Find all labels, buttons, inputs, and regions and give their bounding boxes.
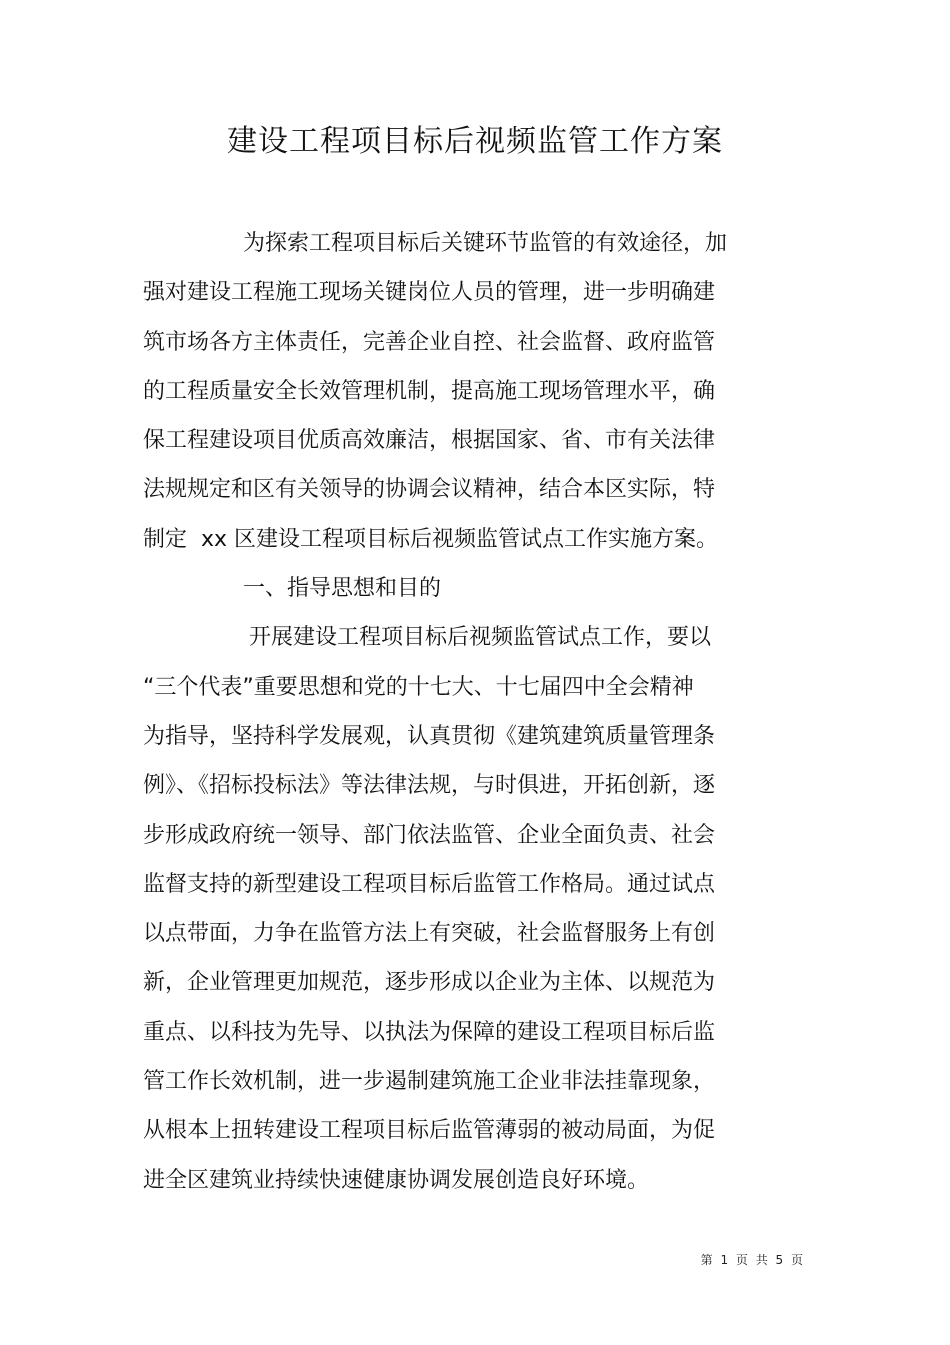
body-line: 强对建设工程施工现场关键岗位人员的管理，进一步明确建 [143,280,716,306]
body-line: 步形成政府统一领导、部门依法监管、企业全面负责、社会 [143,822,716,848]
body-line: 新，企业管理更加规范，逐步形成以企业为主体、以规范为 [143,970,716,996]
body-line: 管工作长效机制，进一步遏制建筑施工企业非法挂靠现象， [143,1069,716,1095]
body-line: 进全区建筑业持续快速健康协调发展创造良好环境。 [143,1167,650,1193]
body-line: 例》、《招标投标法》等法律法规，与时俱进，开拓创新，逐 [143,773,716,799]
body-line: 的工程质量安全长效管理机制，提高施工现场管理水平，确 [143,378,716,404]
body-line: 为指导，坚持科学发展观，认真贯彻《建筑建筑质量管理条 [143,723,716,749]
body-line: 筑市场各方主体责任，完善企业自控、社会监督、政府监管 [143,329,716,355]
document-body [143,219,743,1205]
body-line: 从根本上扭转建设工程项目标后监管薄弱的被动局面，为促 [143,1118,716,1144]
body-line: 为探索工程项目标后关键环节监管的有效途径，加 [243,231,728,256]
body-line: 制定 xx 区建设工程项目标后视频监管试点工作实施方案。 [143,526,719,552]
body-line: 监督支持的新型建设工程项目标后监管工作格局。通过试点 [143,871,716,897]
section-heading: 一、指导思想和目的 [243,576,442,602]
body-line: “三个代表”重要思想和党的十七大、十七届四中全会精神 [143,674,694,700]
body-line: 以点带面，力争在监管方法上有突破，社会监督服务上有创 [143,921,716,947]
body-line: 保工程建设项目优质高效廉洁，根据国家、省、市有关法律 [143,428,716,454]
document-title: 建设工程项目标后视频监管工作方案 [227,124,723,159]
body-line: 开展建设工程项目标后视频监管试点工作，要以 [249,625,712,651]
body-line: 法规规定和区有关领导的协调会议精神，结合本区实际，特 [143,477,716,503]
page-number-footer: 第 1 页 共 5 页 [700,1253,805,1267]
body-line: 重点、以科技为先导、以执法为保障的建设工程项目标后监 [143,1019,716,1045]
